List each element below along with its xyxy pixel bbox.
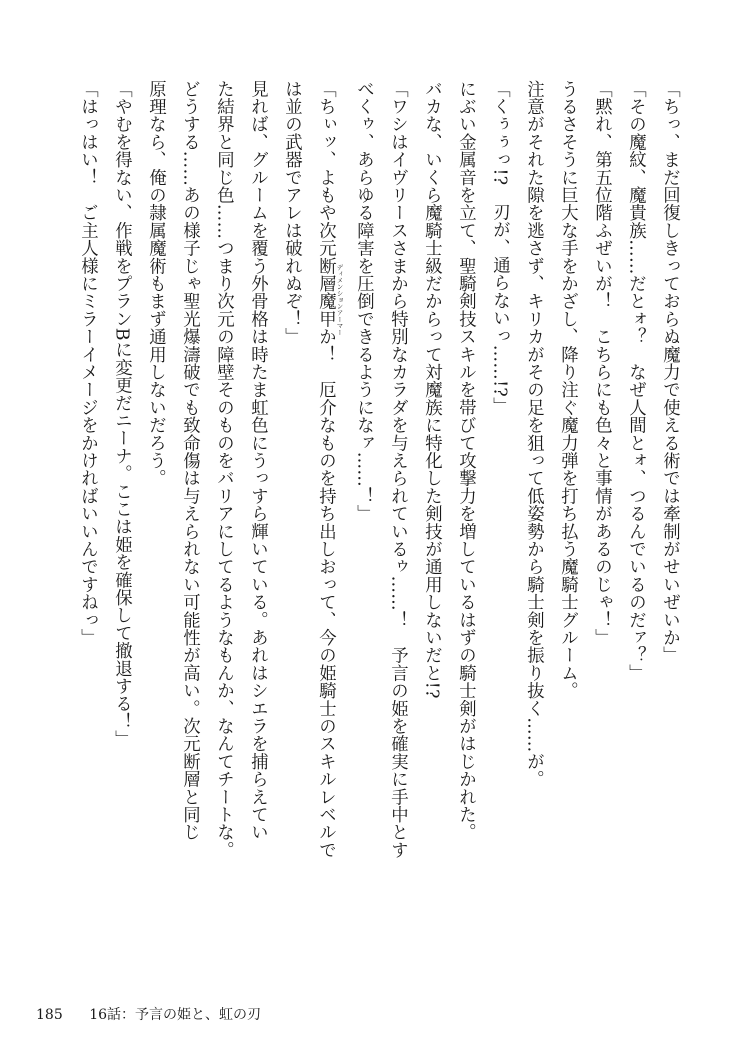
text-line-11: 「ちぃッ、よもや次元断層魔甲か！ 厄介なものを持ち出しおって、今の姫騎士のスキルレベルで (315, 80, 336, 859)
text-line-7: にぶい金属音を立て、聖騎剣技スキルを帯びて攻撃力を増しているはずの騎士剣がはじかれた。 (455, 80, 476, 842)
ruby-annotation: ディメンションアーマー (335, 264, 344, 336)
text-line-16: 原理なら、俺の隷属魔術もまず通用しないだろう。 (145, 80, 166, 488)
text-line-12: は並の武器でアレは破れぬぞ！」 (281, 80, 302, 346)
text-line-13: 見れば、グルームを覆う外骨格は時たま虹色にうっすら輝いている。あれはシエラを捕らえてい (247, 80, 268, 842)
text-line-8: バカな、いくら魔騎士級だからって対魔族に特化した剣技が通用しないだと!? (421, 80, 442, 699)
text-line-3: 「黙れ、第五位階ふぜいが！ こちらにも色々と事情があるのじゃ！」 (591, 80, 612, 647)
text-line-9: 「ワシはイヴリースさまから特別なカラダを与えられているゥ……！ 予言の姫を確実に手中とす (387, 80, 408, 859)
page-footer (36, 1004, 261, 1024)
text-line-1: 「ちっ、まだ回復しきっておらぬ魔力で使える術では牽制がせいぜいか」 (659, 80, 680, 665)
text-line-2: 「その魔紋、魔貴族……だとォ？ なぜ人間とォ、つるんでいるのだァ？」 (625, 80, 646, 682)
text-line-18: 「はっはい！ ご主人様にミラーイメージをかければいいんですねっ」 (77, 80, 98, 647)
text-line-17: 「やむを得ない、作戦をプランBに変更だニーナ。ここは姫を確保して撤退する！」 (111, 80, 132, 748)
chapter-title: 16話：予言の姫と、虹の刃 (89, 1007, 262, 1023)
text-line-15: どうする……あの様子じゃ聖光爆濤破でも致命傷は与えられない可能性が高い。次元断層と同じ (179, 80, 200, 842)
text-line-5: 注意がそれた隙を逃さず、キリカがその足を狙って低姿勢から騎士剣を振り抜く……が。 (523, 80, 544, 788)
text-line-14: た結界と同じ色……つまり次元の障壁そのものをバリアにしてるようなもんか、なんてチートな。 (213, 80, 234, 859)
text-line-10: べくゥ、あらゆる障害を圧倒できるようになァ……！」 (353, 80, 374, 523)
text-line-6: 「くぅぅっ!? 刃が、通らないっ……!?」 (489, 80, 510, 415)
text-line-4: うるさそうに巨大な手をかざし、降り注ぐ魔力弾を打ち払う魔騎士グルーム。 (557, 80, 578, 700)
page-number: 185 (36, 1007, 63, 1023)
